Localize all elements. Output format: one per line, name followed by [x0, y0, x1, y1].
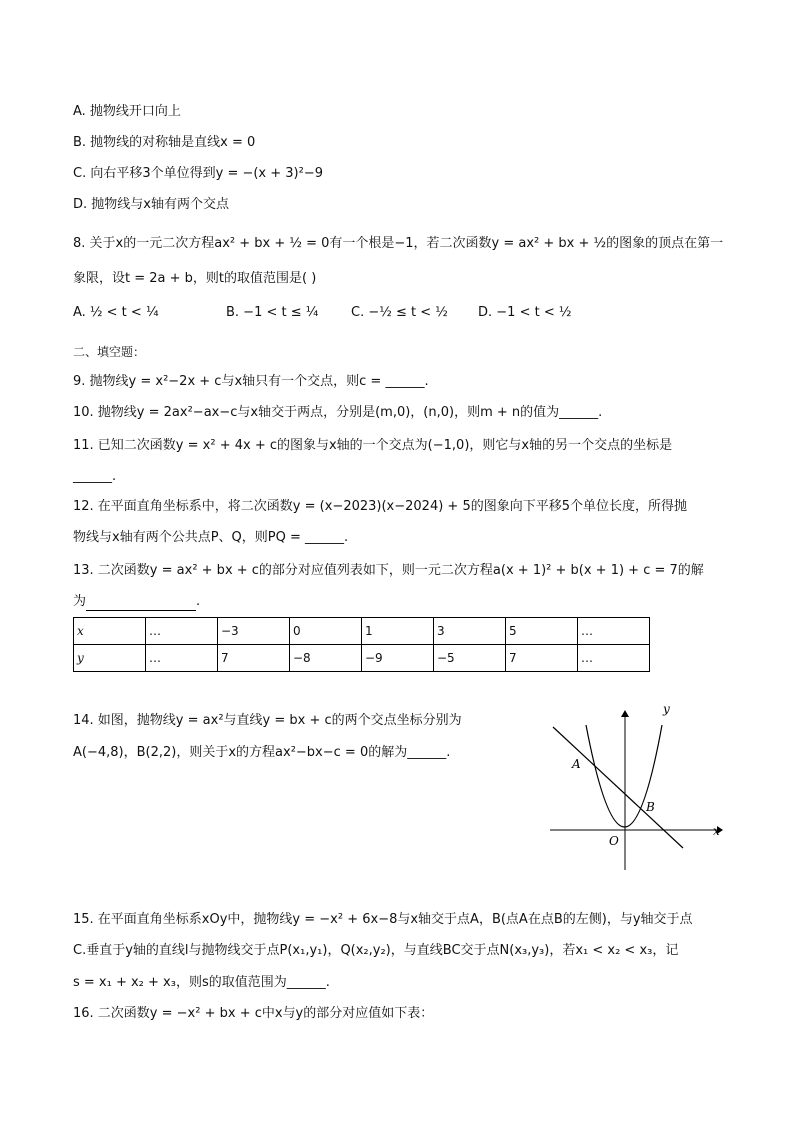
q7-option-a: A. 抛物线开口向上 [73, 104, 181, 119]
q7-option-c: C. 向右平移3个单位得到y = −(x + 3)²−9 [73, 166, 323, 181]
q13-prefix: 为 [73, 594, 87, 609]
q15-line1: 15. 在平面直角坐标系xOy中，抛物线y = −x² + 6x−8与x轴交于点A，B(点A在点B的左侧)，与y轴交于点 [73, 912, 693, 927]
origin-label: O [609, 834, 619, 848]
table-cell: 7 [506, 645, 578, 672]
table-cell: … [146, 645, 218, 672]
q13-answer-blank [86, 596, 196, 611]
q11-line1: 11. 已知二次函数y = x² + 4x + c的图象与x轴的一个交点为(−1,0)，则它与x轴的另一个交点的坐标是 [73, 438, 673, 453]
q9-text: 9. 抛物线y = x²−2x + c与x轴只有一个交点，则c = ______. [73, 374, 429, 389]
q7-option-b: B. 抛物线的对称轴是直线x = 0 [73, 135, 256, 150]
table-cell: … [578, 645, 650, 672]
table-cell: −8 [290, 645, 362, 672]
table-row [74, 618, 650, 645]
q8-option-d: D. −1 < t < ½ [478, 305, 572, 320]
table-cell: … [146, 618, 218, 645]
table-cell: 5 [506, 618, 578, 645]
q15-line3: s = x₁ + x₂ + x₃，则s的取值范围为______. [73, 975, 330, 990]
parabola-line-figure [545, 705, 725, 875]
point-b-label: B [646, 800, 655, 814]
table-cell: 7 [218, 645, 290, 672]
table-cell: 1 [362, 618, 434, 645]
q12-line1: 12. 在平面直角坐标系中，将二次函数y = (x−2023)(x−2024) + 5的图象向下平移5个单位长度，所得抛 [73, 499, 687, 514]
q8-option-b: B. −1 < t ≤ ¼ [226, 305, 319, 320]
table-cell: 3 [434, 618, 506, 645]
q14-line1: 14. 如图，抛物线y = ax²与直线y = bx + c的两个交点坐标分别为 [73, 713, 462, 728]
q10-text: 10. 抛物线y = 2ax²−ax−c与x轴交于两点，分别是(m,0)，(n,0)，则m + n的值为______. [73, 405, 603, 420]
q16-text: 16. 二次函数y = −x² + bx + c中x与y的部分对应值如下表： [73, 1006, 434, 1021]
table-cell: y [74, 645, 146, 672]
q13-suffix: . [196, 594, 201, 609]
y-axis-arrow [621, 710, 629, 717]
value-table [73, 617, 650, 672]
table-row [74, 645, 650, 672]
table-cell: x [74, 618, 146, 645]
q14-line2: A(−4,8)，B(2,2)，则关于x的方程ax²−bx−c = 0的解为______. [73, 745, 451, 760]
x-axis-label: x [713, 824, 720, 838]
y-axis-label: y [663, 705, 670, 716]
q13-line2 [73, 593, 200, 611]
table-cell: −9 [362, 645, 434, 672]
q11-line2: ______. [73, 469, 117, 484]
point-a-label: A [572, 757, 581, 771]
q12-line2: 物线与x轴有两个公共点P、Q，则PQ = ______. [73, 530, 349, 545]
section-heading: 二、填空题： [73, 345, 146, 359]
q13-line1: 13. 二次函数y = ax² + bx + c的部分对应值列表如下，则一元二次方程a(x + 1)² + b(x + 1) + c = 7的解 [73, 563, 704, 578]
q8-option-a: A. ½ < t < ¼ [73, 305, 159, 320]
table-cell: … [578, 618, 650, 645]
q8-line2: 象限，设t = 2a + b，则t的取值范围是( ) [73, 271, 317, 286]
table-cell: −5 [434, 645, 506, 672]
table-cell: −3 [218, 618, 290, 645]
q15-line2: C.垂直于y轴的直线l与抛物线交于点P(x₁,y₁)，Q(x₂,y₂)，与直线BC交于点N(x₃,y₃)，若x₁ < x₂ < x₃，记 [73, 943, 679, 958]
q8-line1: 8. 关于x的一元二次方程ax² + bx + ½ = 0有一个根是−1，若二次函数y = ax² + bx + ½的图象的顶点在第一 [73, 236, 724, 251]
q7-option-d: D. 抛物线与x轴有两个交点 [73, 197, 229, 212]
q8-option-c: C. −½ ≤ t < ½ [351, 305, 448, 320]
table-cell: 0 [290, 618, 362, 645]
